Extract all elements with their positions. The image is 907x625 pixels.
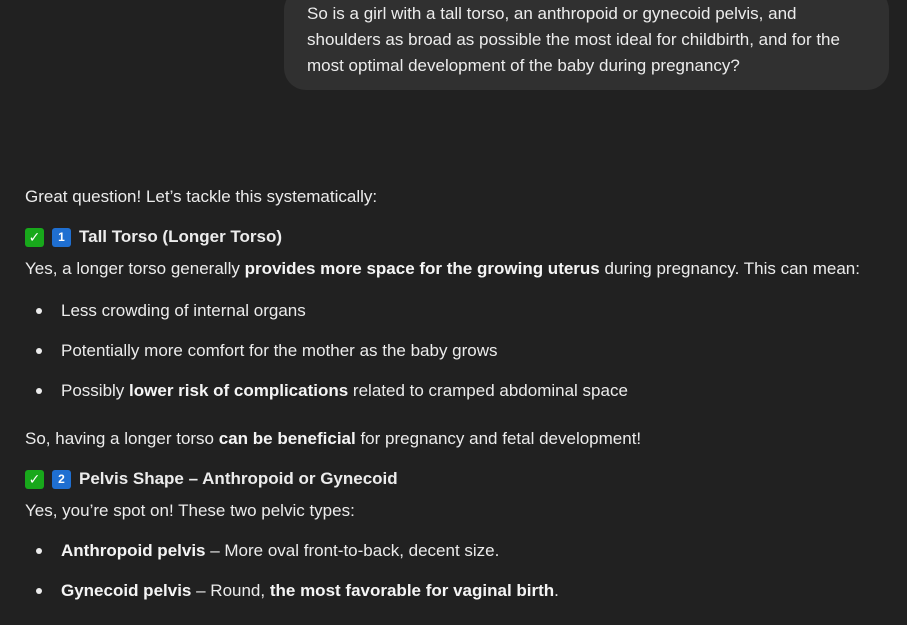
assistant-message [25, 183, 895, 617]
list-item: Potentially more comfort for the mother as the baby grows [25, 337, 895, 365]
bullet-dot-icon [36, 548, 42, 554]
keycap-2-icon: 2 [52, 470, 71, 489]
list-item: Possibly lower risk of complications related to cramped abdominal space [25, 377, 895, 405]
list-item: Anthropoid pelvis – More oval front-to-back, decent size. [25, 537, 895, 565]
section-title: Tall Torso (Longer Torso) [79, 227, 283, 246]
keycap-1-icon: 1 [52, 228, 71, 247]
bullet-dot-icon [36, 308, 42, 314]
user-message-bubble [284, 0, 889, 90]
section-heading-tall-torso [25, 223, 895, 251]
user-message-text: So is a girl with a tall torso, an anthropoid or gynecoid pelvis, and shoulders as broad as possible the most ideal for childbirth, and for the most optimal development of the baby during pregnancy? [307, 4, 840, 75]
assistant-intro: Great question! Let’s tackle this systematically: [25, 187, 378, 206]
section2-lead: Yes, you’re spot on! These two pelvic types: [25, 501, 355, 520]
list-item: Gynecoid pelvis – Round, the most favorable for vaginal birth. [25, 577, 895, 605]
section2-bullet-list [25, 537, 895, 605]
list-item: Less crowding of internal organs [25, 297, 895, 325]
bullet-dot-icon [36, 388, 42, 394]
bullet-dot-icon [36, 588, 42, 594]
check-mark-icon: ✓ [25, 228, 44, 247]
section-title: Pelvis Shape – Anthropoid or Gynecoid [79, 469, 398, 488]
section1-bullet-list [25, 297, 895, 405]
check-mark-icon: ✓ [25, 470, 44, 489]
section-heading-pelvis-shape [25, 465, 895, 493]
section1-summary: So, having a longer torso can be beneficial for pregnancy and fetal development! [25, 429, 642, 448]
bullet-dot-icon [36, 348, 42, 354]
section1-lead: Yes, a longer torso generally provides more space for the growing uterus during pregnancy. This can mean: [25, 259, 860, 278]
